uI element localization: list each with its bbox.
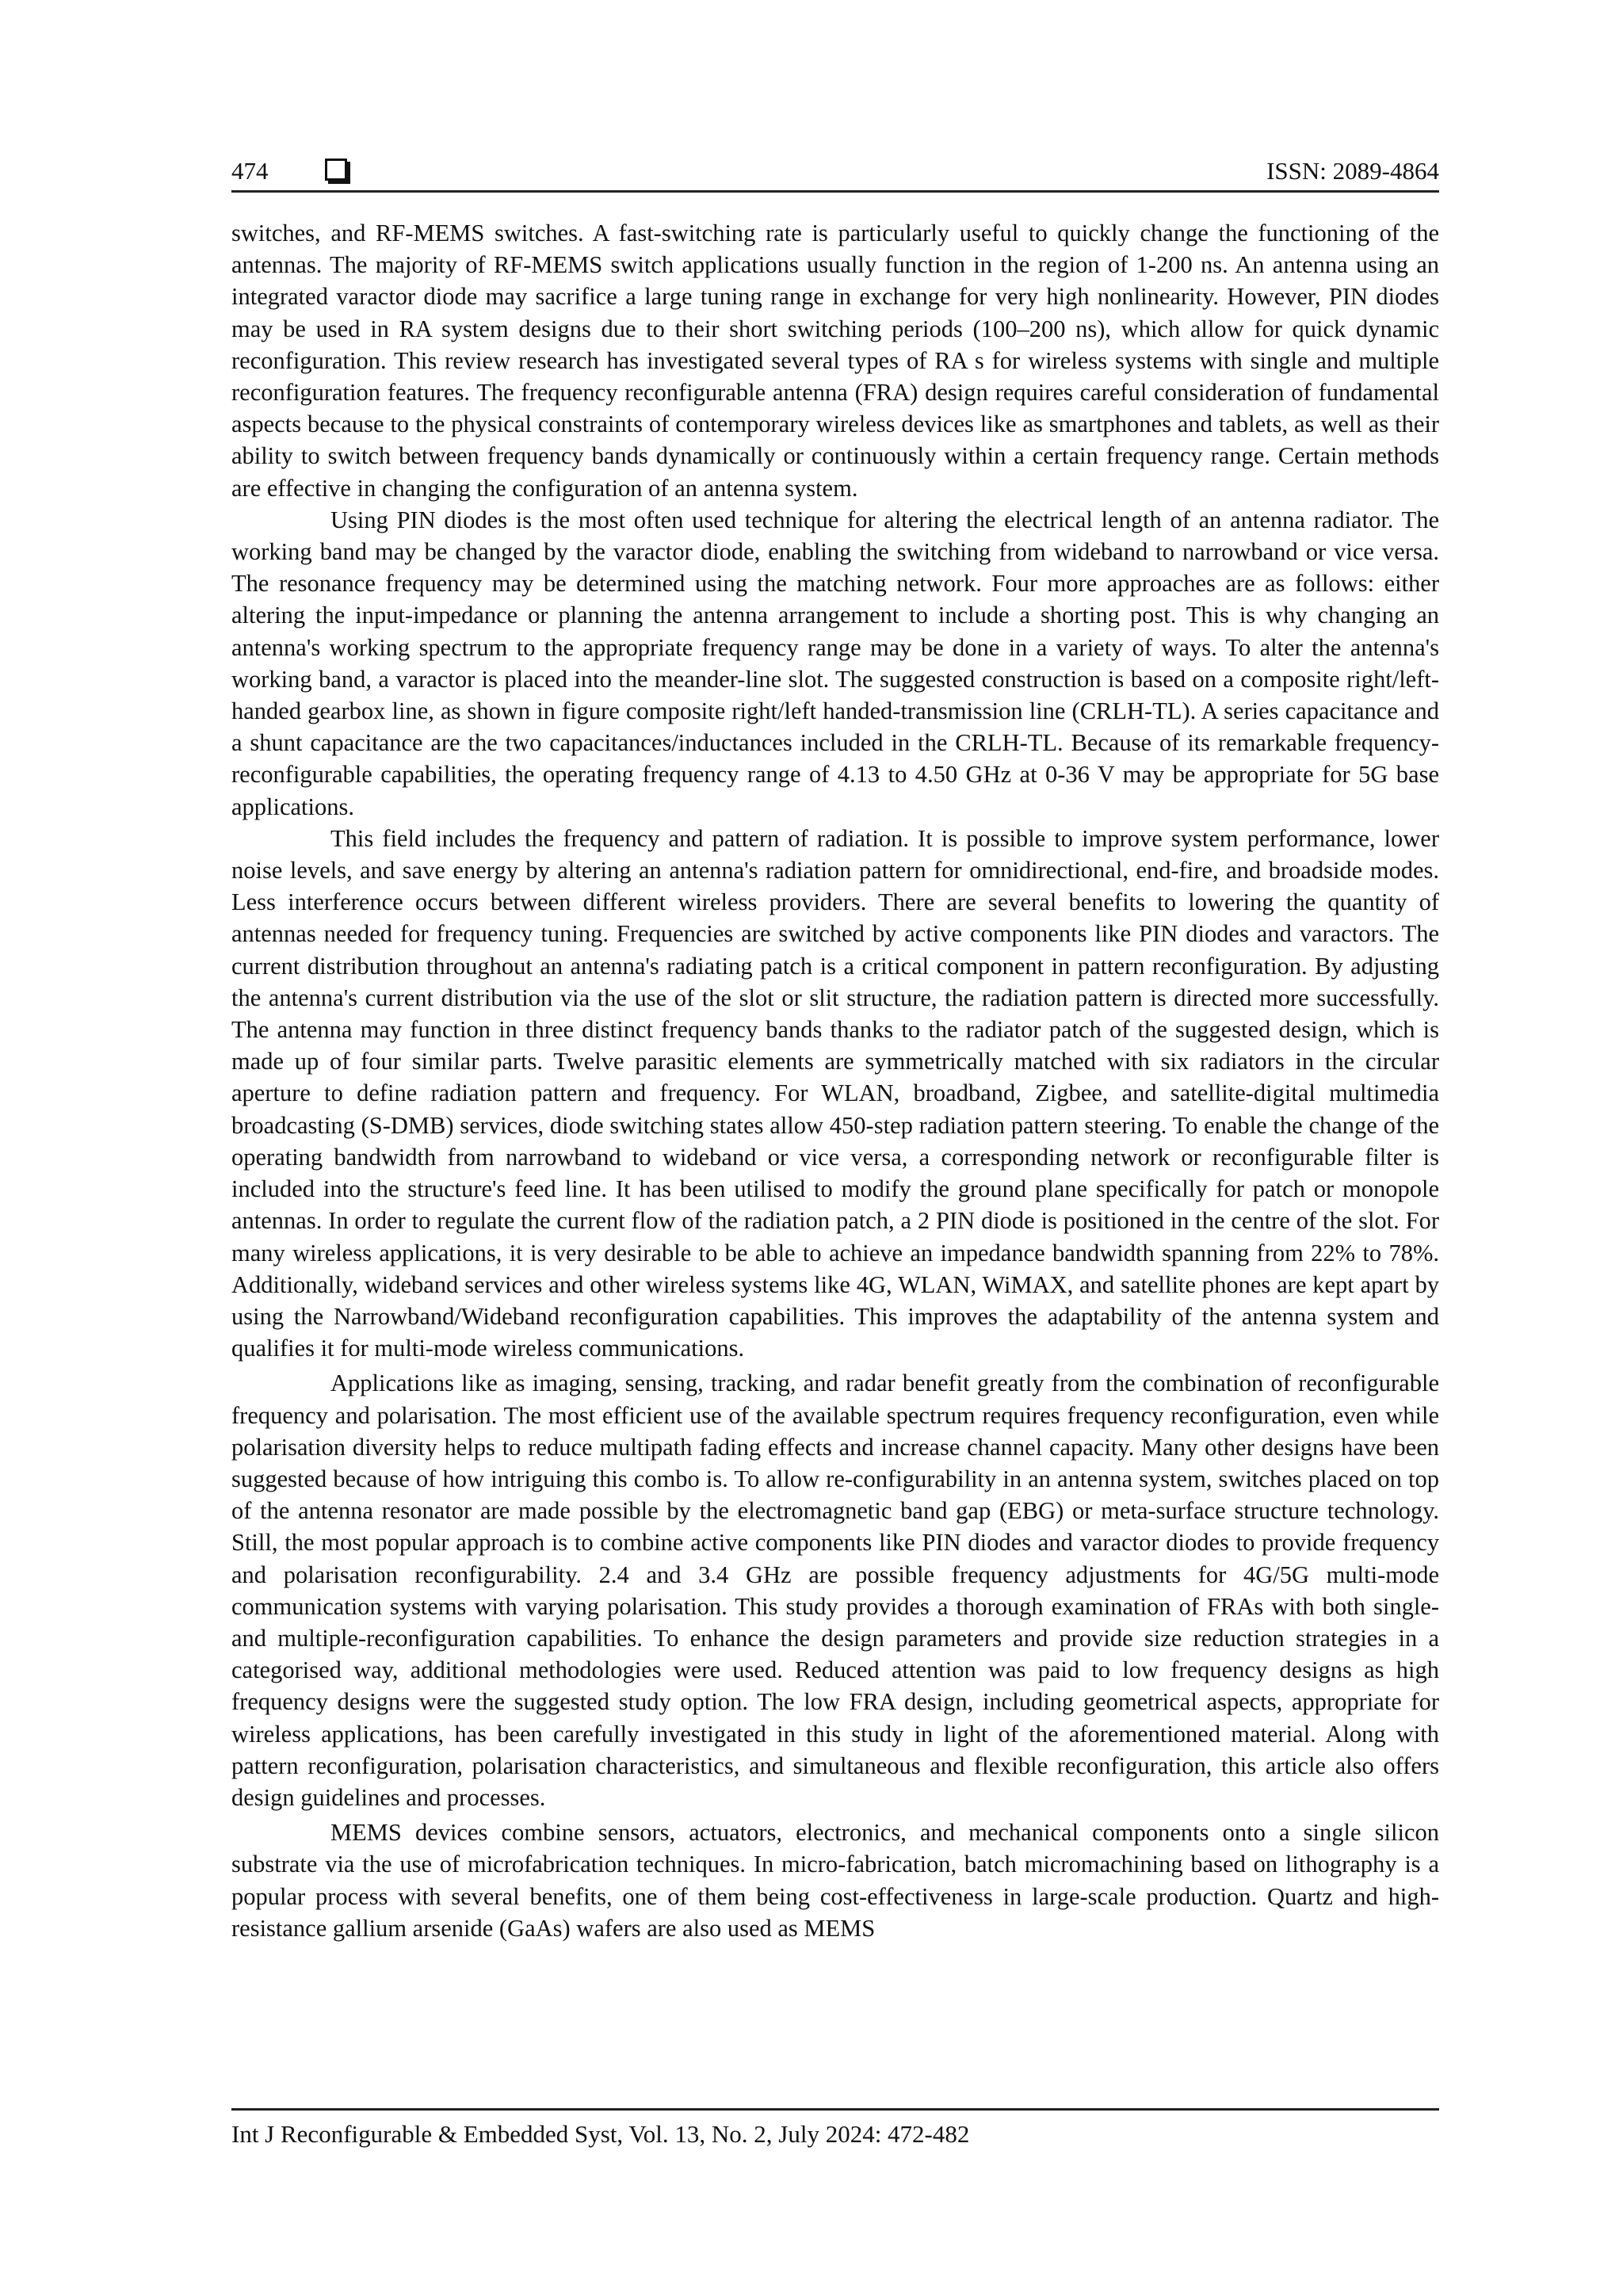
article-body (231, 217, 1439, 1944)
box-bullet-icon (325, 159, 347, 181)
paragraph-radiation-pattern: This field includes the frequency and pattern of radiation. It is possible to improve system performance, lower noise levels, and save energy by altering an antenna's radiation pattern for omnidirectional, end-fire, and broadside modes. Less interference occurs between different wireless providers. There are several benefits to lowering the quantity of antennas needed for frequency tuning. Frequencies are switched by active components like PIN diodes and varactors. The current distribution throughout an antenna's radiating patch is a critical component in pattern reconfiguration. By adjusting the antenna's current distribution via the use of the slot or slit structure, the radiation pattern is directed more successfully. The antenna may function in three distinct frequency bands thanks to the radiator patch of the suggested design, which is made up of four similar parts. Twelve parasitic elements are symmetrically matched with six radiators in the circular aperture to define radiation pattern and frequency. For WLAN, broadband, Zigbee, and satellite-digital multimedia broadcasting (S-DMB) services, diode switching states allow 450-step radiation pattern steering. To enable the change of the operating bandwidth from narrowband to wideband or vice versa, a corresponding network or reconfigurable filter is included into the structure's feed line. It has been utilised to modify the ground plane specifically for patch or monopole antennas. In order to regulate the current flow of the radiation patch, a 2 PIN diode is positioned in the centre of the slot. For many wireless applications, it is very desirable to be able to achieve an impedance bandwidth spanning from 22% to 78%. Additionally, wideband services and other wireless systems like 4G, WLAN, WiMAX, and satellite phones are kept apart by using the Narrowband/Wideband reconfiguration capabilities. This improves the adaptability of the antenna system and qualifies it for multi-mode wireless communications. (231, 824, 1439, 1362)
running-header (231, 154, 1439, 193)
paragraph-pin-diodes: Using PIN diodes is the most often used technique for altering the electrical length of an antenna radiator. The working band may be changed by the varactor diode, enabling the switching from wideband to narrowband or vice versa. The resonance frequency may be determined using the matching network. Four more approaches are as follows: either altering the input-impedance or planning the antenna arrangement to include a shorting post. This is why changing an antenna's working spectrum to the appropriate frequency range may be done in a variety of ways. To alter the antenna's working band, a varactor is placed into the meander-line slot. The suggested construction is based on a composite right/left-handed gearbox line, as shown in figure composite right/left handed-transmission line (CRLH-TL). A series capacitance and a shunt capacitance are the two capacitances/inductances included in the CRLH-TL. Because of its remarkable frequency-reconfigurable capabilities, the operating frequency range of 4.13 to 4.50 GHz at 0-36 V may be appropriate for 5G base applications. (231, 506, 1439, 820)
running-footer (231, 2108, 1439, 2150)
page-number: 474 (231, 157, 269, 185)
paragraph-mems-devices: MEMS devices combine sensors, actuators, electronics, and mechanical components onto a single silicon substrate via the use of microfabrication techniques. In micro-fabrication, batch micromachining based on lithography is a popular process with several benefits, one of them being cost-effectiveness in large-scale production. Quartz and high-resistance gallium arsenide (GaAs) wafers are also used as MEMS (231, 1819, 1439, 1942)
issn-label: ISSN: 2089-4864 (1266, 157, 1439, 185)
paragraph-frequency-polarisation: Applications like as imaging, sensing, tracking, and radar benefit greatly from the combination of reconfigurable frequency and polarisation. The most efficient use of the available spectrum requires frequency reconfiguration, even while polarisation diversity helps to reduce multipath fading effects and increase channel capacity. Many other designs have been suggested because of how intriguing this combo is. To allow re-configurability in an antenna system, switches placed on top of the antenna resonator are made possible by the electromagnetic band gap (EBG) or meta-surface structure technology. Still, the most popular approach is to combine active components like PIN diodes and varactor diodes to provide frequency and polarisation reconfigurability. 2.4 and 3.4 GHz are possible frequency adjustments for 4G/5G multi-mode communication systems with varying polarisation. This study provides a thorough examination of FRAs with both single- and multiple-reconfiguration capabilities. To enhance the design parameters and provide size reduction strategies in a categorised way, additional methodologies were used. Reduced attention was paid to low frequency designs as high frequency designs were the suggested study option. The low FRA design, including geometrical aspects, appropriate for wireless applications, has been carefully investigated in this study in light of the aforementioned material. Along with pattern reconfiguration, polarisation characteristics, and simultaneous and flexible reconfiguration, this article also offers design guidelines and processes. (231, 1370, 1439, 1811)
journal-citation: Int J Reconfigurable & Embedded Syst, Vol. 13, No. 2, July 2024: 472-482 (231, 2120, 970, 2148)
paragraph-continued: switches, and RF-MEMS switches. A fast-switching rate is particularly useful to quickly change the functioning of the antennas. The majority of RF-MEMS switch applications usually function in the region of 1-200 ns. An antenna using an integrated varactor diode may sacrifice a large tuning range in exchange for very high nonlinearity. However, PIN diodes may be used in RA system designs due to their short switching periods (100–200 ns), which allow for quick dynamic reconfiguration. This review research has investigated several types of RA s for wireless systems with single and multiple reconfiguration features. The frequency reconfigurable antenna (FRA) design requires careful consideration of fundamental aspects because to the physical constraints of contemporary wireless devices like as smartphones and tablets, as well as their ability to switch between frequency bands dynamically or continuously within a certain frequency range. Certain methods are effective in changing the configuration of an antenna system. (231, 220, 1439, 502)
